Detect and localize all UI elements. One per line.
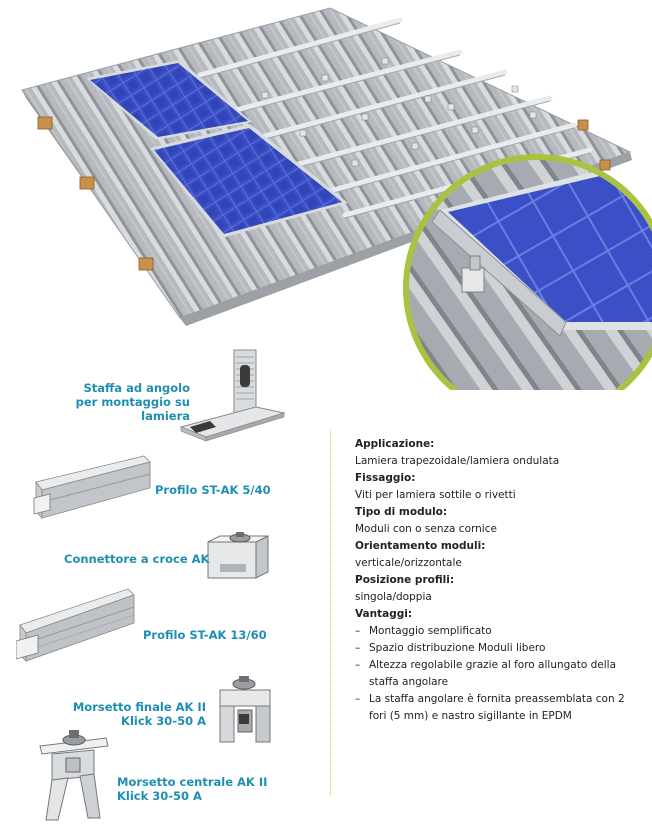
label-profilo-5-40: Profilo ST-AK 5/40 [155, 483, 271, 497]
specifications-panel [355, 436, 645, 725]
list-item: – Spazio distribuzione Moduli libero [355, 640, 645, 657]
label-staffa-angolo: Staffa ad angolo per montaggio su lamiera [75, 381, 190, 423]
spec-heading-vantaggi: Vantaggi: [355, 608, 413, 620]
spec-value-fissaggio: Viti per lamiera sottile o rivetti [355, 489, 516, 501]
end-clamp-image [212, 672, 278, 752]
roof-illustration [0, 0, 652, 390]
profile-st-ak-13-60-image [16, 585, 136, 665]
spec-heading-fissaggio: Fissaggio: [355, 472, 416, 484]
cross-connector-image [202, 530, 274, 586]
profile-st-ak-5-40-image [32, 452, 154, 522]
spec-value-applicazione: Lamiera trapezoidale/lamiera ondulata [355, 455, 560, 467]
list-item: – Altezza regolabile grazie al foro allungato della staffa angolare [355, 657, 645, 691]
vantaggi-list [355, 623, 645, 725]
spec-heading-orientamento: Orientamento moduli: [355, 540, 486, 552]
label-connettore-croce: Connettore a croce AK [64, 552, 210, 566]
list-item: – La staffa angolare è fornita preassemblata con 2 fori (5 mm) e nastro sigillante in EPDM [355, 691, 645, 725]
dotted-divider [330, 430, 331, 795]
spec-heading-applicazione: Applicazione: [355, 438, 435, 450]
label-profilo-13-60: Profilo ST-AK 13/60 [143, 628, 267, 642]
middle-clamp-image [36, 728, 112, 824]
corner-bracket-image [176, 345, 286, 445]
spec-heading-tipo-modulo: Tipo di modulo: [355, 506, 448, 518]
spec-value-orientamento: verticale/orizzontale [355, 557, 462, 569]
label-morsetto-centrale: Morsetto centrale AK II Klick 30-50 A [117, 775, 268, 803]
spec-value-posizione: singola/doppia [355, 591, 432, 603]
list-item: – Montaggio semplificato [355, 623, 645, 640]
spec-value-tipo-modulo: Moduli con o senza cornice [355, 523, 497, 535]
label-morsetto-finale: Morsetto finale AK II Klick 30-50 A [72, 700, 206, 728]
spec-heading-posizione: Posizione profili: [355, 574, 455, 586]
